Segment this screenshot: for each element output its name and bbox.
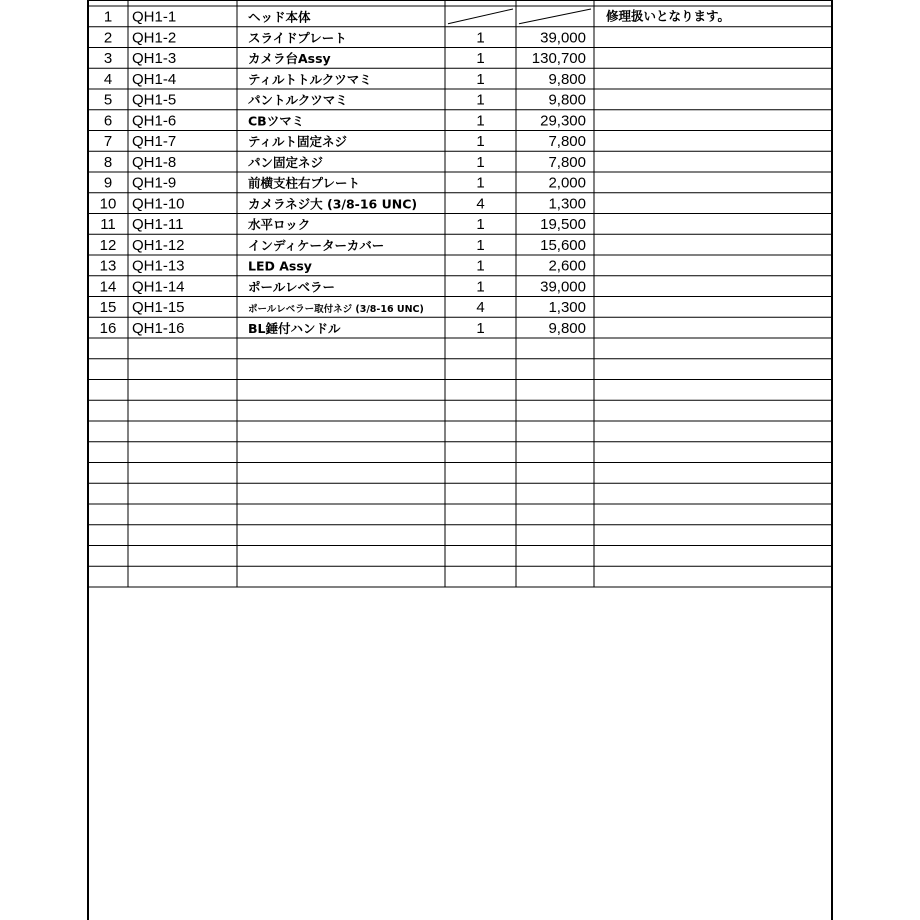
table-body — [100, 9, 730, 337]
unit-price: 29,300 — [540, 112, 586, 130]
quantity: 1 — [476, 112, 485, 130]
quantity: 1 — [476, 29, 485, 47]
not-applicable-marks — [448, 9, 591, 24]
part-name: CBツマミ — [248, 113, 305, 129]
row-number: 2 — [103, 29, 113, 47]
row-number: 4 — [103, 70, 113, 88]
unit-price: 9,800 — [548, 91, 586, 109]
unit-price: 2,000 — [548, 174, 586, 192]
quantity: 1 — [476, 153, 485, 171]
part-name: BL錘付ハンドル — [248, 320, 341, 336]
part-name: 前横支柱右プレート — [248, 175, 361, 191]
quantity: 1 — [476, 319, 485, 337]
row-number: 12 — [99, 236, 117, 254]
part-name: パントルクツマミ — [248, 92, 348, 108]
part-name: カメラネジ大 (3/8-16 UNC) — [248, 196, 418, 212]
quantity: 1 — [476, 70, 485, 88]
part-code: QH1-9 — [132, 174, 177, 192]
row-number: 11 — [100, 216, 116, 233]
part-code: QH1-2 — [132, 29, 177, 47]
part-code: QH1-12 — [132, 236, 185, 254]
row-number: 8 — [103, 153, 113, 171]
quantity: 1 — [476, 257, 485, 275]
unit-price: 15,600 — [540, 236, 586, 254]
remarks-note: 修理扱いとなります。 — [606, 8, 731, 24]
table-grid — [88, 0, 832, 920]
diagonal-slash-mark — [519, 9, 591, 24]
row-number: 7 — [103, 133, 113, 150]
part-code: QH1-10 — [132, 195, 185, 213]
unit-price: 7,800 — [548, 133, 586, 150]
row-number: 10 — [99, 195, 117, 213]
quantity: 1 — [476, 236, 485, 254]
quantity: 1 — [476, 174, 485, 192]
row-number: 1 — [103, 8, 113, 26]
row-number: 9 — [103, 174, 113, 192]
part-code: QH1-5 — [132, 91, 177, 109]
unit-price: 130,700 — [531, 50, 586, 67]
row-number: 3 — [103, 50, 113, 67]
unit-price: 1,300 — [548, 299, 586, 316]
unit-price: 9,800 — [548, 319, 586, 337]
part-code: QH1-6 — [132, 112, 177, 130]
part-code: QH1-1 — [132, 8, 177, 26]
unit-price: 39,000 — [540, 278, 586, 296]
part-name: ポールレベラー — [248, 279, 335, 295]
unit-price: 2,600 — [548, 257, 586, 275]
unit-price: 7,800 — [548, 153, 586, 171]
part-name: ポールレベラー取付ネジ (3/8-16 UNC) — [248, 304, 424, 315]
part-code: QH1-4 — [132, 70, 177, 88]
part-name: LED Assy — [248, 258, 312, 274]
quantity: 1 — [476, 133, 485, 150]
part-code: QH1-7 — [132, 133, 177, 150]
part-code: QH1-3 — [132, 50, 177, 67]
part-name: インディケーターカバー — [248, 237, 385, 253]
part-name: ティルト固定ネジ — [248, 134, 348, 149]
row-number: 13 — [99, 257, 117, 275]
quantity: 1 — [476, 91, 485, 109]
part-name: カメラ台Assy — [248, 51, 331, 66]
part-name: パン固定ネジ — [248, 154, 324, 170]
quantity: 1 — [476, 216, 485, 233]
part-name: スライドプレート — [248, 30, 347, 46]
unit-price: 19,500 — [540, 216, 586, 233]
part-name: ティルトトルクツマミ — [248, 71, 372, 87]
part-code: QH1-15 — [132, 299, 185, 316]
row-number: 14 — [99, 278, 117, 296]
quantity: 4 — [476, 195, 485, 213]
part-name: ヘッド本体 — [248, 9, 311, 25]
row-number: 5 — [103, 91, 113, 109]
unit-price: 1,300 — [548, 195, 586, 213]
part-code: QH1-16 — [132, 319, 185, 337]
diagonal-slash-mark — [448, 9, 513, 24]
quantity: 4 — [476, 299, 485, 316]
part-code: QH1-8 — [132, 153, 177, 171]
row-number: 16 — [99, 319, 117, 337]
unit-price: 9,800 — [548, 70, 586, 88]
part-code: QH1-13 — [132, 257, 185, 275]
quantity: 1 — [476, 50, 485, 67]
quantity: 1 — [476, 278, 485, 296]
unit-price: 39,000 — [540, 29, 586, 47]
part-name: 水平ロック — [248, 217, 311, 232]
part-code: QH1-11 — [132, 216, 184, 233]
row-number: 6 — [103, 112, 113, 130]
part-code: QH1-14 — [132, 278, 185, 296]
row-number: 15 — [99, 299, 117, 316]
